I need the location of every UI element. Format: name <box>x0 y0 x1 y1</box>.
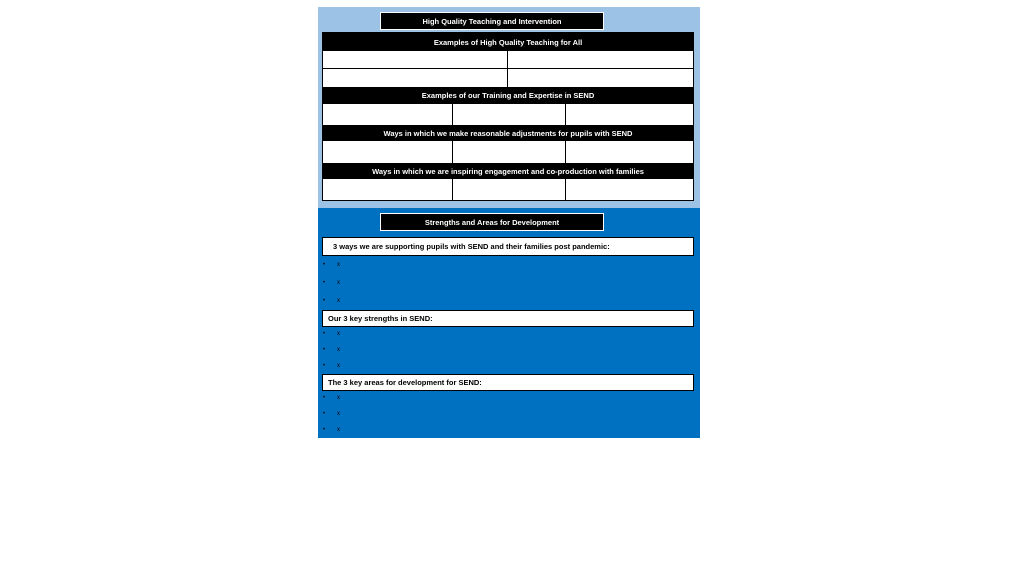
hqt-row <box>323 179 693 200</box>
bullet-x: x <box>337 395 340 401</box>
bullet-item[interactable] <box>323 410 340 418</box>
hqt-title: High Quality Teaching and Intervention <box>380 12 604 30</box>
strengths-panel <box>318 208 700 438</box>
bullet-item[interactable] <box>323 297 340 305</box>
hqt-cell[interactable] <box>323 51 508 69</box>
bullet-marker: • <box>323 298 326 304</box>
hqt-cell[interactable] <box>323 104 453 125</box>
hqt-cell[interactable] <box>566 141 693 163</box>
hqt-row <box>323 141 693 163</box>
bullet-x: x <box>337 262 340 268</box>
bullet-marker: • <box>323 411 326 417</box>
strengths-title: Strengths and Areas for Development <box>380 213 604 231</box>
bullet-x: x <box>337 363 340 369</box>
bullet-x: x <box>337 298 340 304</box>
bullet-marker: • <box>323 331 326 337</box>
hqt-row <box>323 104 693 125</box>
question-supporting-pupils[interactable]: 3 ways we are supporting pupils with SEND and their families post pandemic: <box>322 237 694 256</box>
bullet-item[interactable] <box>323 362 340 370</box>
bullet-marker: • <box>323 262 326 268</box>
hqt-section-heading: Ways in which we are inspiring engagement and co-production with families <box>323 163 693 179</box>
hqt-cell[interactable] <box>508 69 693 87</box>
bullet-item[interactable] <box>323 279 340 287</box>
bullet-item[interactable] <box>323 261 340 269</box>
hqt-cell[interactable] <box>453 179 566 200</box>
bullet-item[interactable] <box>323 346 340 354</box>
bullet-item[interactable] <box>323 394 340 402</box>
bullet-item[interactable] <box>323 330 340 338</box>
hqt-panel <box>318 7 700 208</box>
hqt-section-heading: Ways in which we make reasonable adjustments for pupils with SEND <box>323 125 693 141</box>
hqt-cell[interactable] <box>323 179 453 200</box>
bullet-marker: • <box>323 347 326 353</box>
bullet-item[interactable] <box>323 426 340 434</box>
hqt-grid <box>322 32 694 201</box>
hqt-cell[interactable] <box>566 104 693 125</box>
hqt-row <box>323 69 693 87</box>
hqt-cell[interactable] <box>453 104 566 125</box>
bullet-x: x <box>337 411 340 417</box>
hqt-section-heading: Examples of High Quality Teaching for All <box>323 33 693 51</box>
question-key-strengths[interactable]: Our 3 key strengths in SEND: <box>322 310 694 327</box>
bullet-x: x <box>337 347 340 353</box>
bullet-marker: • <box>323 427 326 433</box>
hqt-cell[interactable] <box>453 141 566 163</box>
bullet-marker: • <box>323 363 326 369</box>
hqt-cell[interactable] <box>566 179 693 200</box>
bullet-x: x <box>337 331 340 337</box>
question-areas-development[interactable]: The 3 key areas for development for SEND: <box>322 374 694 391</box>
bullet-marker: • <box>323 280 326 286</box>
hqt-cell[interactable] <box>323 69 508 87</box>
bullet-x: x <box>337 427 340 433</box>
bullet-marker: • <box>323 395 326 401</box>
hqt-row <box>323 51 693 69</box>
hqt-cell[interactable] <box>508 51 693 69</box>
bullet-x: x <box>337 280 340 286</box>
hqt-section-heading: Examples of our Training and Expertise in SEND <box>323 87 693 104</box>
hqt-cell[interactable] <box>323 141 453 163</box>
